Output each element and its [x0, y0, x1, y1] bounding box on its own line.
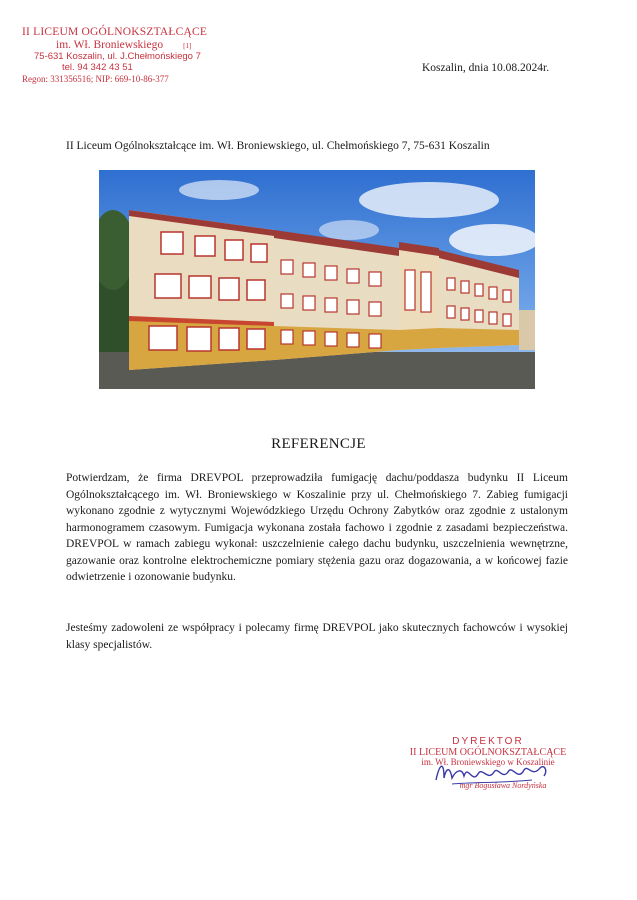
stamp-address: 75-631 Koszalin, ul. J.Chełmońskiego 7	[34, 51, 201, 63]
stamp-patron: im. Wł. Broniewskiego	[56, 39, 164, 52]
stamp-school-name: II LICEUM OGÓLNOKSZTAŁCĄCE	[22, 26, 208, 38]
stamp-phone: tel. 94 342 43 51	[62, 62, 133, 74]
recipient-line: II Liceum Ogólnokształcące im. Wł. Broniewskiego, ul. Chełmońskiego 7, 75-631 Koszalin	[66, 140, 490, 152]
stamp-regon-nip: Regon: 331356516; NIP: 669-10-86-377	[22, 74, 169, 85]
director-stamp-name: mgr Bogusława Nordyńska	[459, 780, 547, 790]
school-building-photo	[99, 170, 535, 389]
director-stamp-patron: im. Wł. Broniewskiego w Koszalinie	[421, 757, 555, 767]
reference-paragraph-recommendation: Jesteśmy zadowoleni ze współpracy i polecamy firmę DREVPOL jako skutecznych fachowców i wysokiej klasy specjalistów.	[66, 622, 568, 651]
stamp-mark: [1]	[183, 42, 192, 51]
reference-paragraph-main: Potwierdzam, że firma DREVPOL przeprowadziła fumigację dachu/poddasza budynku II Liceum Ogólnokształcącego im. Wł. Broniewskiego w Koszalinie przy ul. Chełmońskiego 7. Zabieg fumigacji wykonano zgodnie z wytycznymi Wojewódzkiego Urzędu Ochrony Zabytków oraz zgodnie z ustalonym harmonogramem czasowym. Fumigacja wykonana została fachowo i zgodnie z zasadami bezpieczeństwa. DREVPOL w ramach zabiegu wykonał: uszczelnienie całego dachu budynku, uszczelnienia wewnętrzne, gazowanie oraz kontrolne elektrochemiczne pomiary stężenia gazu oraz dogazowania, a w końcowej fazie odwietrzenie i ozonowanie budynku.	[66, 472, 568, 583]
document-title: REFERENCJE	[271, 436, 366, 452]
school-header-stamp	[22, 26, 222, 85]
director-stamp-school: II LICEUM OGÓLNOKSZTAŁCĄCE	[409, 747, 567, 758]
director-stamp-title: DYREKTOR	[452, 736, 524, 747]
letter-date: Koszalin, dnia 10.08.2024r.	[422, 62, 550, 74]
handwritten-signature	[432, 756, 552, 790]
